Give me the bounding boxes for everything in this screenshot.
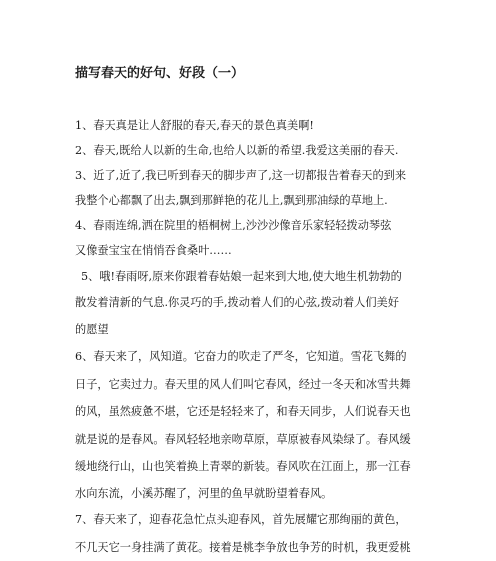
paragraph-line: 7、春天来了，迎春花急忙点头迎春风，首先展耀它那绚丽的黄色，: [75, 513, 407, 526]
paragraph-line: 散发着清新的气息.你灵巧的手,拨动着人们的心弦,拨动着人们美好: [75, 296, 399, 309]
paragraph-line: 6、春天来了，风知道。它奋力的吹走了严冬，它知道。雪花飞舞的: [75, 350, 407, 363]
paragraph-line: 日子，它卖过力。春天里的风人们叫它春风，经过一冬天和冰雪共舞: [75, 378, 411, 391]
paragraph-line: 我整个心都飘了出去,飘到那鲜艳的花儿上,飘到那油绿的草地上.: [75, 194, 388, 207]
paragraph-line: 缓地绕行山，山也笑着换上青翠的新装。春风吹在江面上，那一江春: [75, 460, 411, 473]
paragraph-line: 又像蚕宝宝在悄悄吞食桑叶……: [75, 244, 232, 257]
paragraph-line: 5、哦!春雨呀,原来你跟着春姑娘一起来到大地,使大地生机勃勃的: [81, 270, 402, 283]
paragraph-line: 4、春雨连绵,洒在院里的梧桐树上,沙沙沙像音乐家轻轻拨动琴弦: [75, 219, 392, 232]
document-title: 描写春天的好句、好段（一）: [75, 66, 245, 81]
paragraph-line: 水向东流，小溪苏醒了，河里的鱼早就盼望着春风。: [75, 487, 333, 500]
paragraph-line: 的愿望: [75, 323, 109, 336]
paragraph-line: 1、春天真是让人舒服的春天,春天的景色真美啊!: [75, 119, 314, 132]
paragraph-line: 就是说的是春风。春风轻轻地亲吻草原，草原被春风染绿了。春风缓: [75, 433, 411, 446]
paragraph-line: 2、春天,既给人以新的生命,也给人以新的希望.我爱这美丽的春天.: [75, 144, 399, 157]
paragraph-line: 3、近了,近了,我已听到春天的脚步声了,这一切都报告着春天的到来: [75, 169, 407, 182]
paragraph-line: 不几天它一身挂满了黄花。接着是桃李争放也争芳的时机，我更爱桃: [75, 541, 411, 554]
paragraph-line: 的风，虽然疲惫不堪，它还是轻轻来了，和春天同步，人们说春天也: [75, 405, 411, 418]
